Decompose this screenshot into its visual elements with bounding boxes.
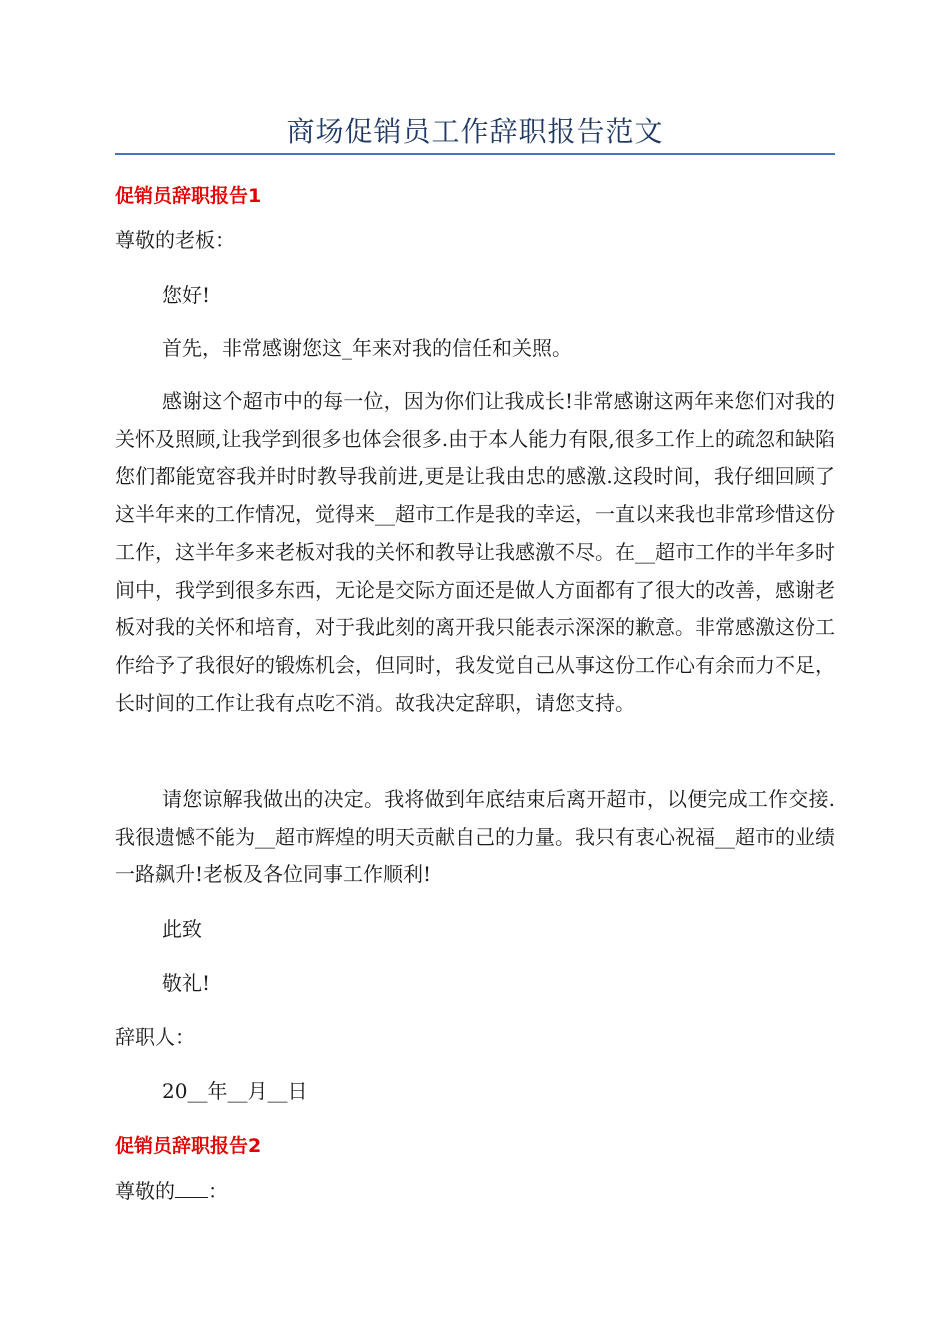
section-heading-report-2: 促销员辞职报告2 [115, 1135, 262, 1157]
section-heading-report-1: 促销员辞职报告1 [115, 185, 262, 207]
salutation-2-prefix: 尊敬的 [115, 1179, 175, 1203]
salutation: 尊敬的老板： [115, 228, 235, 252]
document-title: 商场促销员工作辞职报告范文 [286, 115, 664, 148]
paragraph-body: 感谢这个超市中的每一位，因为你们让我成长!非常感谢这两年来您们对我的关怀及照顾,让我学到很多也体会很多.由于本人能力有限,很多工作上的疏忽和缺陷您们都能宽容我并时时教导我前进,更是让我由忠的感激.这段时间，我仔细回顾了这半年来的工作情况，觉得来__超市工作是我的幸运，一直以来我也非常珍惜这份工作，这半年多来老板对我的关怀和教导让我感激不尽。在__超市工作的半年多时间中，我学到很多东西，无论是交际方面还是做人方面都有了很大的改善，感谢老板对我的关怀和培育，对于我此刻的离开我只能表示深深的歉意。非常感激这份工作给予了我很好的锻炼机会，但同时，我发觉自己从事这份工作心有余而力不足，长时间的工作让我有点吃不消。故我决定辞职，请您支持。 [115, 389, 835, 715]
closing-line-1: 此致 [162, 917, 202, 941]
salutation-2-suffix: ： [208, 1179, 228, 1203]
paragraph-thanks: 首先，非常感谢您这_年来对我的信任和关照。 [162, 336, 572, 360]
greeting: 您好! [162, 283, 211, 307]
closing-line-2: 敬礼! [162, 971, 211, 995]
date-line: 20__年__月__日 [162, 1079, 308, 1103]
salutation-2 [115, 1176, 228, 1206]
signer-label: 辞职人： [115, 1025, 195, 1049]
fill-in-blank [175, 1177, 208, 1198]
title-underline [115, 153, 835, 155]
paragraph-decision: 请您谅解我做出的决定。我将做到年底结束后离开超市，以便完成工作交接.我很遗憾不能为__超市辉煌的明天贡献自己的力量。我只有衷心祝福__超市的业绩一路飙升!老板及各位同事工作顺利! [115, 787, 835, 887]
